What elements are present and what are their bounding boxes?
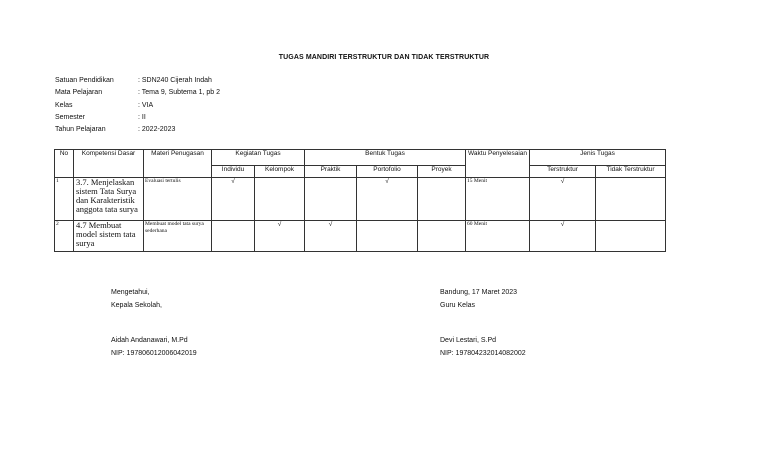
header-kegiatan: Kegiatan Tugas [212, 150, 305, 166]
table-row [55, 221, 666, 252]
cell-waktu: 15 Menit [466, 178, 530, 221]
header-proyek: Proyek [418, 166, 466, 178]
sign-right-name: Devi Lestari, S.Pd [440, 337, 497, 344]
cell-individu [212, 221, 255, 252]
info-value: : SDN240 Cijerah Indah [138, 77, 212, 84]
cell-kompetensi: 3.7. Menjelaskan sistem Tata Surya dan Karakteristik anggota tata surya [74, 178, 144, 221]
cell-proyek [418, 178, 466, 221]
info-row [55, 114, 220, 126]
task-table [54, 149, 666, 252]
header-jenis: Jenis Tugas [530, 150, 666, 166]
cell-individu: √ [212, 178, 255, 221]
cell-materi: Evaluasi tertulis [144, 178, 212, 221]
info-key: Satuan Pendidikan [55, 77, 114, 84]
cell-materi: Membuat model tata surya sederhana [144, 221, 212, 252]
header-terstruktur: Terstruktur [530, 166, 596, 178]
cell-kelompok: √ [255, 221, 305, 252]
header-individu: Individu [212, 166, 255, 178]
signature-left [111, 289, 197, 363]
header-waktu: Waktu Penyelesaian [466, 150, 530, 178]
cell-kelompok [255, 178, 305, 221]
header-portofolio: Portofolio [357, 166, 418, 178]
info-row [55, 89, 220, 101]
signature-right [440, 289, 526, 363]
info-row [55, 126, 220, 138]
header-no: No [55, 150, 74, 178]
header-bentuk: Bentuk Tugas [305, 150, 466, 166]
header-tidak-terstruktur: Tidak Terstruktur [596, 166, 666, 178]
cell-kompetensi: 4.7 Membuat model sistem tata surya [74, 221, 144, 252]
cell-terstruktur: √ [530, 221, 596, 252]
info-value: : VIA [138, 101, 154, 109]
header-kompetensi: Kompetensi Dasar [74, 150, 144, 178]
header-kelompok: Kelompok [255, 166, 305, 178]
info-value: : II [138, 113, 146, 121]
sign-right-nip: NIP: 197804232014082002 [440, 350, 526, 357]
info-row [55, 77, 220, 89]
info-key: Mata Pelajaran [55, 89, 103, 97]
cell-praktik [305, 178, 357, 221]
table-row [55, 178, 666, 221]
info-key: Semester [55, 113, 85, 121]
sign-left-line1: Mengetahui, [111, 289, 150, 296]
cell-praktik: √ [305, 221, 357, 252]
document-title: TUGAS MANDIRI TERSTRUKTUR DAN TIDAK TERSTRUKTUR [278, 54, 490, 61]
sign-right-line1: Bandung, 17 Maret 2023 [440, 289, 518, 296]
cell-portofolio [357, 221, 418, 252]
cell-tidak-terstruktur [596, 221, 666, 252]
info-row [55, 102, 220, 114]
header-praktik: Praktik [305, 166, 357, 178]
cell-waktu: 60 Menit [466, 221, 530, 252]
sign-left-name: Aidah Andanawari, M.Pd [111, 337, 188, 344]
info-value: : 2022-2023 [138, 126, 176, 134]
cell-terstruktur: √ [530, 178, 596, 221]
cell-portofolio: √ [357, 178, 418, 221]
cell-tidak-terstruktur [596, 178, 666, 221]
info-value: : Tema 9, Subtema 1, pb 2 [138, 89, 220, 97]
sign-left-nip: NIP: 197806012006042019 [111, 350, 197, 357]
cell-no: 2 [55, 221, 74, 252]
info-key: Kelas [55, 101, 73, 109]
sign-left-line2: Kepala Sekolah, [111, 302, 162, 309]
info-block [55, 77, 220, 138]
cell-no: 1 [55, 178, 74, 221]
sign-right-line2: Guru Kelas [440, 302, 476, 309]
info-key: Tahun Pelajaran [55, 126, 106, 134]
header-materi: Materi Penugasan [144, 150, 212, 178]
cell-proyek [418, 221, 466, 252]
